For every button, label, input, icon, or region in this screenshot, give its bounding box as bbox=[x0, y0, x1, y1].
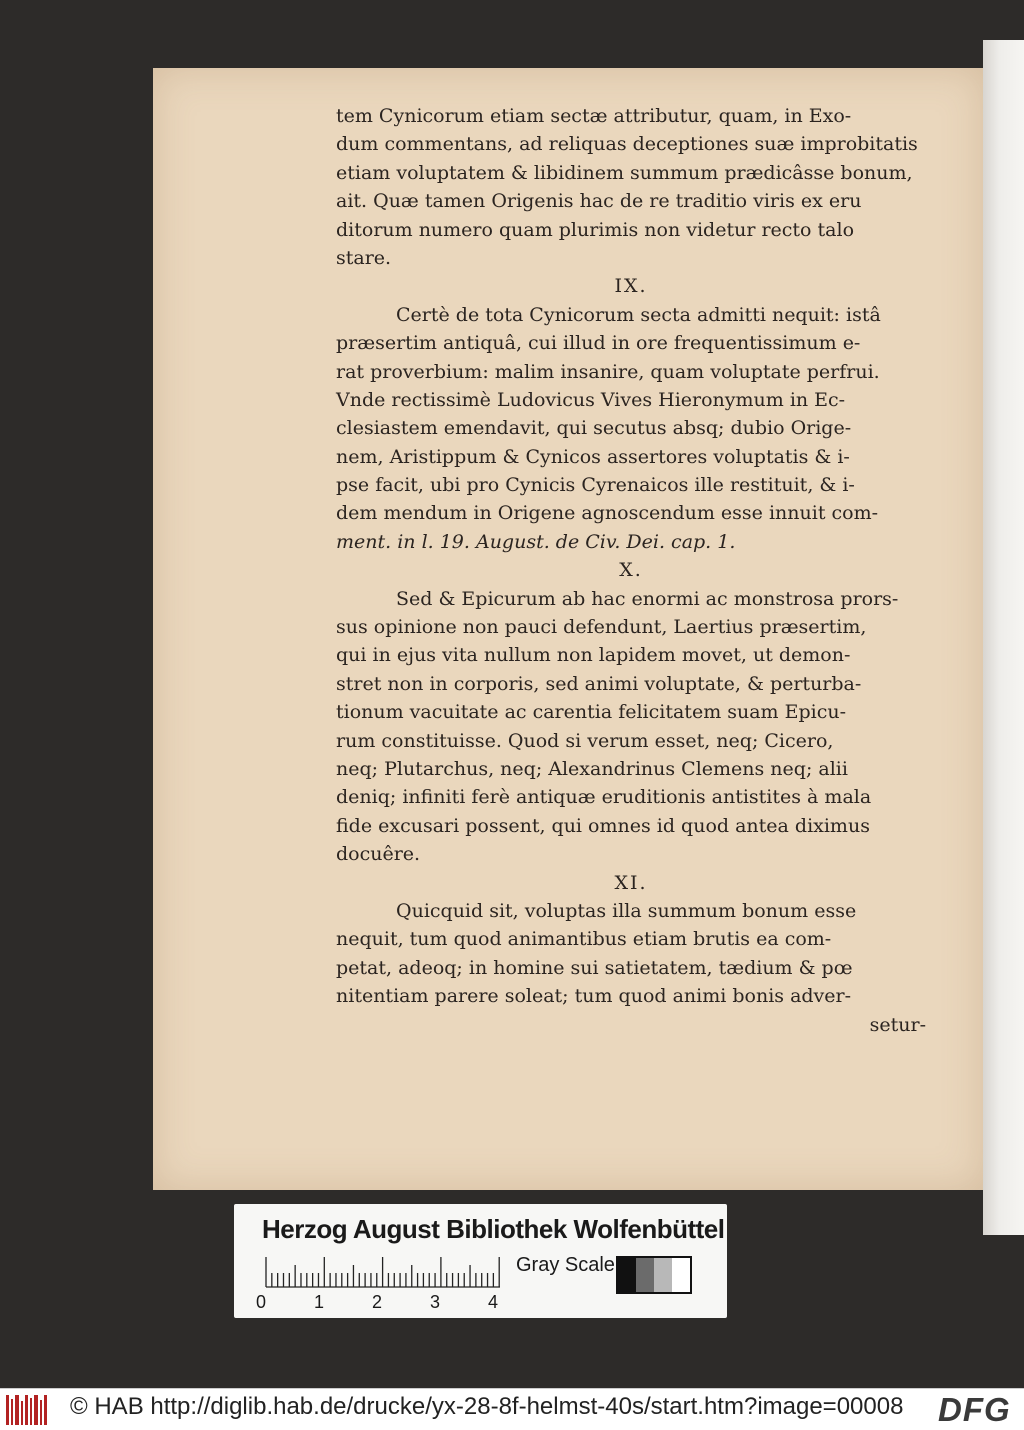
gray-swatch bbox=[636, 1258, 654, 1292]
text-line: etiam voluptatem & libidinem summum prædicâsse bonum, bbox=[336, 161, 913, 184]
page-text bbox=[336, 102, 926, 1039]
ruler-number: 1 bbox=[314, 1292, 325, 1312]
text-line: dum commentans, ad reliquas deceptiones suæ improbitatis bbox=[336, 133, 918, 156]
section-heading-ix: IX. bbox=[614, 275, 648, 298]
gray-swatch bbox=[618, 1258, 636, 1292]
text-line: ment. in l. 19. August. de Civ. Dei. cap. 1. bbox=[336, 530, 736, 553]
ruler-number: 0 bbox=[256, 1292, 267, 1312]
adjacent-page-edge bbox=[983, 40, 1024, 1235]
text-line: nequit, tum quod animantibus etiam brutis ea com- bbox=[336, 928, 832, 951]
text-line: sus opinione non pauci defendunt, Laertius præsertim, bbox=[336, 616, 867, 639]
footer-bar bbox=[0, 1388, 1024, 1430]
ruler-number: 4 bbox=[488, 1292, 499, 1312]
scanned-page bbox=[153, 68, 983, 1190]
text-line: Vnde rectissimè Ludovicus Vives Hieronymum in Ec- bbox=[336, 388, 846, 411]
text-line: Certè de tota Cynicorum secta admitti nequit: istâ bbox=[396, 303, 881, 326]
ruler-number: 2 bbox=[372, 1292, 383, 1312]
text-line: fide excusari possent, qui omnes id quod antea diximus bbox=[336, 814, 870, 837]
text-line: stare. bbox=[336, 246, 392, 269]
text-line: qui in ejus vita nullum non lapidem movet, ut demon- bbox=[336, 644, 851, 667]
text-line: rat proverbium: malim insanire, quam voluptate perfrui. bbox=[336, 360, 880, 383]
text-line: neq; Plutarchus, neq; Alexandrinus Clemens neq; alii bbox=[336, 757, 848, 780]
ruler-numbers bbox=[256, 1292, 516, 1314]
gray-scale-label: Gray Scale bbox=[516, 1254, 615, 1276]
text-line: Quicquid sit, voluptas illa summum bonum esse bbox=[396, 899, 857, 922]
text-line: docuêre. bbox=[336, 843, 421, 866]
gray-scale-swatches bbox=[616, 1256, 692, 1294]
text-line: ditorum numero quam plurimis non videtur recto talo bbox=[336, 218, 855, 241]
text-line: petat, adeoq; in homine sui satietatem, tædium & pœ bbox=[336, 956, 853, 979]
text-line: stret non in corporis, sed animi voluptate, & perturba- bbox=[336, 672, 862, 695]
text-line: tem Cynicorum etiam sectæ attributur, quam, in Exo- bbox=[336, 105, 852, 127]
text-line: Sed & Epicurum ab hac enormi ac monstrosa prors- bbox=[396, 587, 899, 610]
text-line: pse facit, ubi pro Cynicis Cyrenaicos ille restituit, & i- bbox=[336, 474, 855, 497]
text-line: nem, Aristippum & Cynicos assertores voluptatis & i- bbox=[336, 445, 850, 468]
text-line: deniq; infiniti ferè antiquæ eruditionis antistites à mala bbox=[336, 786, 872, 809]
text-line: tionum vacuitate ac carentia felicitatem suam Epicu- bbox=[336, 701, 847, 724]
library-name: Herzog August Bibliothek Wolfenbüttel bbox=[262, 1214, 725, 1244]
text-line: clesiastem emendavit, qui secutus absq; dubio Orige- bbox=[336, 417, 852, 440]
gray-swatch bbox=[672, 1258, 690, 1292]
text-line: ait. Quæ tamen Origenis hac de re traditio viris ex eru bbox=[336, 190, 862, 213]
gray-swatch bbox=[654, 1258, 672, 1292]
text-line: nitentiam parere soleat; tum quod animi bonis adver- bbox=[336, 985, 852, 1008]
section-heading-x: X. bbox=[619, 559, 643, 582]
barcode-icon bbox=[6, 1395, 48, 1425]
ruler-scale bbox=[264, 1254, 504, 1288]
text-line: dem mendum in Origene agnoscendum esse innuit com- bbox=[336, 502, 879, 525]
dfg-logo: DFG bbox=[938, 1391, 1011, 1428]
library-color-label bbox=[234, 1204, 727, 1318]
ruler-number: 3 bbox=[430, 1292, 441, 1312]
catchword: setur- bbox=[869, 1013, 926, 1036]
text-line: præsertim antiquâ, cui illud in ore frequentissimum e- bbox=[336, 332, 861, 355]
text-line: rum constituisse. Quod si verum esset, neq; Cicero, bbox=[336, 729, 834, 752]
section-heading-xi: XI. bbox=[614, 871, 648, 894]
source-url[interactable]: © HAB http://diglib.hab.de/drucke/yx-28-8f-helmst-40s/start.htm?image=00008 bbox=[70, 1393, 904, 1420]
